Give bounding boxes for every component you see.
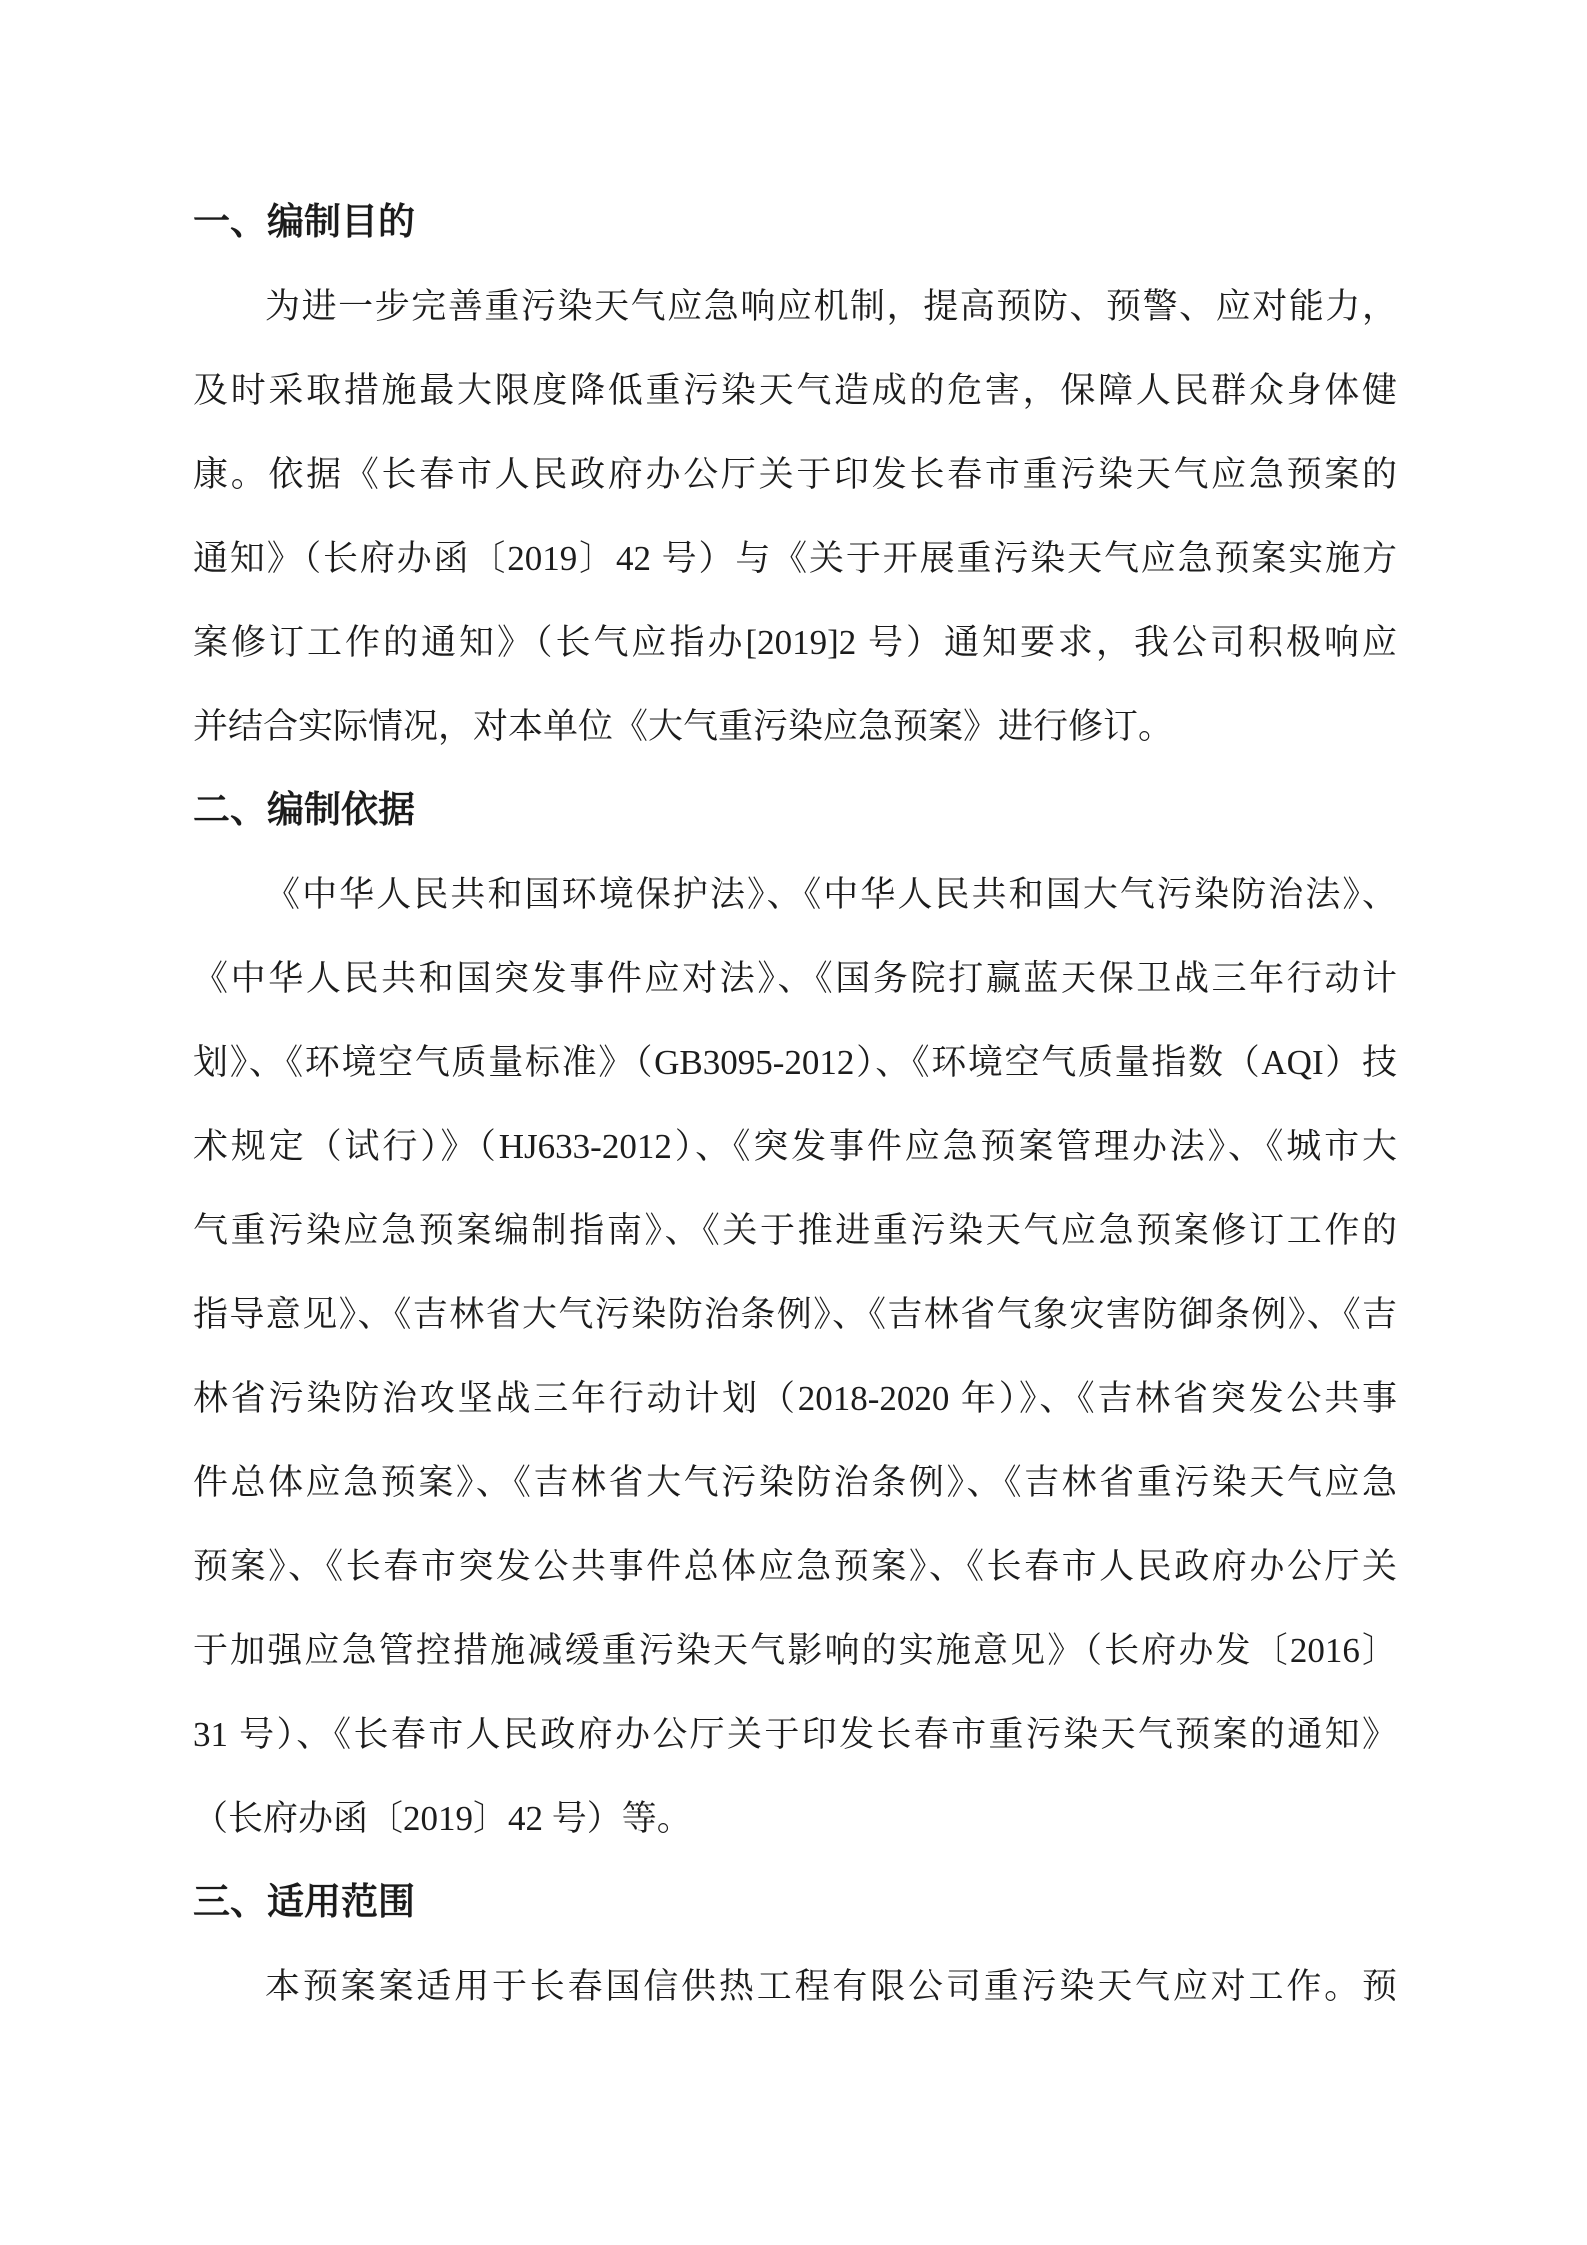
text-line: 件总体应急预案》、《吉林省大气污染防治条例》、《吉林省重污染天气应急: [193, 1463, 1397, 1502]
text-line: 31 号）、《长春市人民政府办公厅关于印发长春市重污染天气预案的通知》: [193, 1715, 1397, 1754]
section-heading: 三、适用范围: [193, 1882, 415, 1923]
text-line: 预案》、《长春市突发公共事件总体应急预案》、《长春市人民政府办公厅关: [193, 1547, 1397, 1586]
text-line: （长府办函〔2019〕42 号）等。: [193, 1799, 692, 1838]
section-scope: [193, 1861, 1397, 2029]
text-line: 本预案案适用于长春国信供热工程有限公司重污染天气应对工作。预: [265, 1967, 1397, 2006]
text-line: 气重污染应急预案编制指南》、《关于推进重污染天气应急预案修订工作的: [193, 1211, 1397, 1250]
text-line: 划》、《环境空气质量标准》（GB3095-2012）、《环境空气质量指数（AQI）技: [193, 1043, 1397, 1082]
section-heading: 二、编制依据: [193, 790, 415, 831]
text-line: 及时采取措施最大限度降低重污染天气造成的危害，保障人民群众身体健: [193, 371, 1397, 410]
section-heading: 一、编制目的: [193, 202, 415, 243]
text-line: 通知》（长府办函〔2019〕42 号）与《关于开展重污染天气应急预案实施方: [193, 539, 1397, 578]
text-line: 于加强应急管控措施减缓重污染天气影响的实施意见》（长府办发〔2016〕: [193, 1631, 1397, 1670]
section-purpose: [193, 181, 1397, 769]
text-line: 术规定（试行）》（HJ633-2012）、《突发事件应急预案管理办法》、《城市大: [193, 1127, 1397, 1166]
text-line: 指导意见》、《吉林省大气污染防治条例》、《吉林省气象灾害防御条例》、《吉: [193, 1295, 1397, 1334]
text-line: 康。依据《长春市人民政府办公厅关于印发长春市重污染天气应急预案的: [193, 455, 1397, 494]
text-line: 《中华人民共和国突发事件应对法》、《国务院打赢蓝天保卫战三年行动计: [193, 959, 1397, 998]
text-line: 并结合实际情况，对本单位《大气重污染应急预案》进行修订。: [193, 707, 1174, 746]
page-content: [193, 181, 1397, 2029]
text-line: 林省污染防治攻坚战三年行动计划（2018-2020 年）》、《吉林省突发公共事: [193, 1379, 1397, 1418]
section-basis: [193, 769, 1397, 1861]
text-line: 《中华人民共和国环境保护法》、《中华人民共和国大气污染防治法》、: [265, 875, 1397, 914]
text-line: 案修订工作的通知》（长气应指办[2019]2 号）通知要求，我公司积极响应: [193, 623, 1397, 662]
text-line: 为进一步完善重污染天气应急响应机制，提高预防、预警、应对能力，: [265, 287, 1397, 326]
